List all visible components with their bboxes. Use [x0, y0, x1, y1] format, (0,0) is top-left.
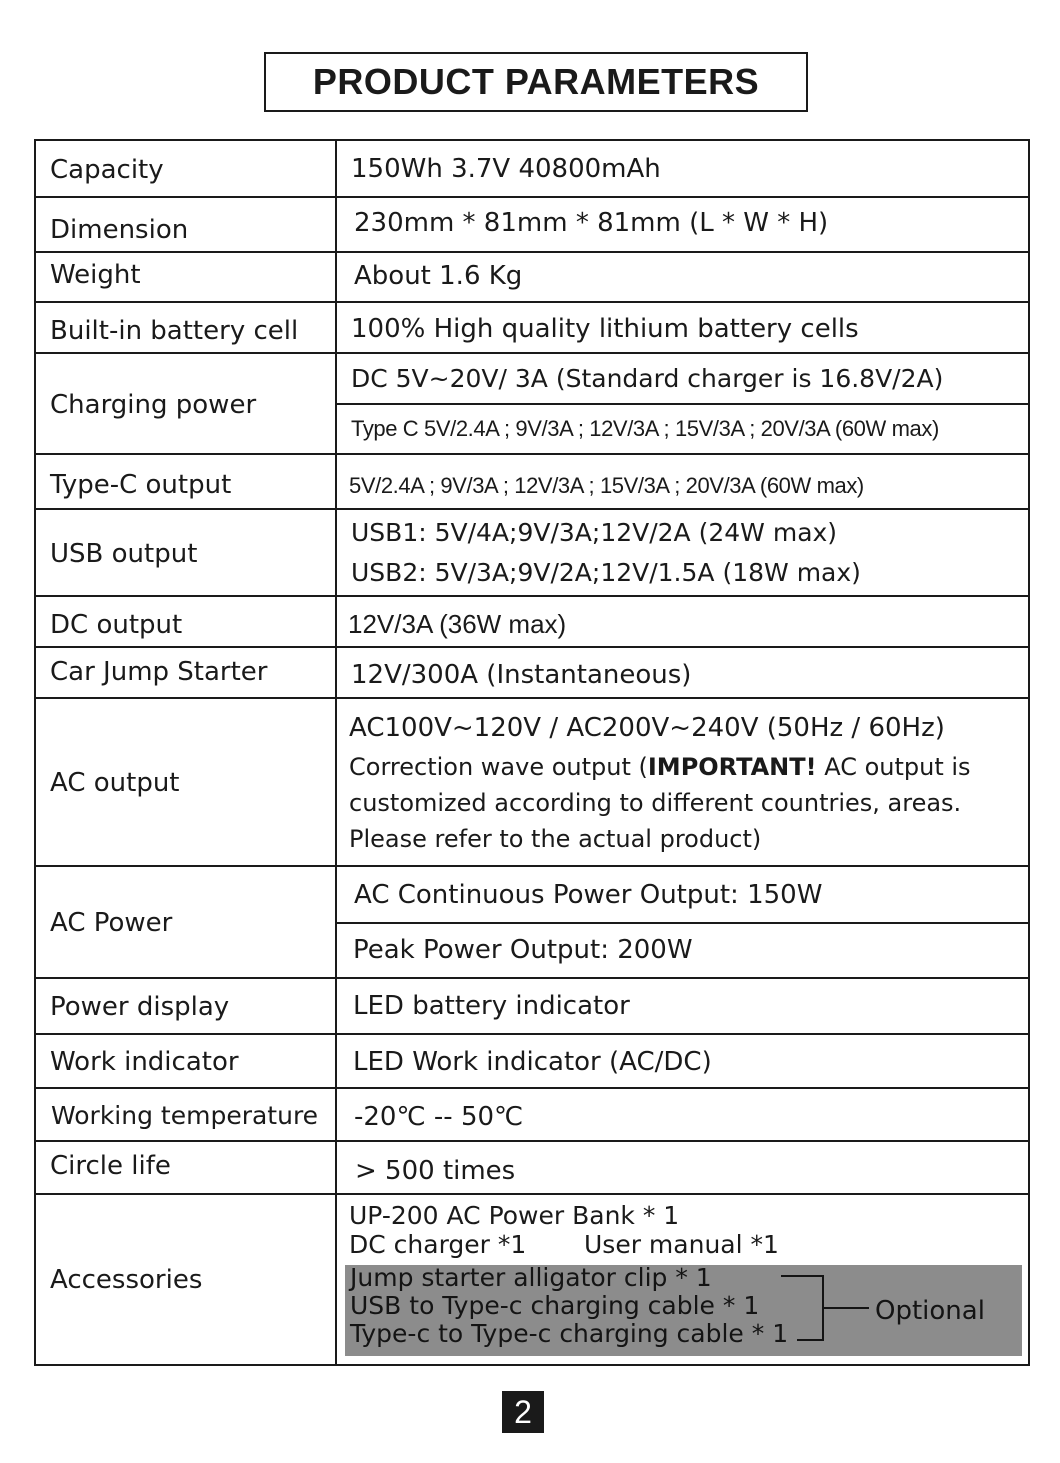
- row-label: Car Jump Starter: [36, 648, 337, 699]
- row-label: AC output: [36, 699, 337, 867]
- table-row-capacity: [36, 141, 1028, 198]
- table-row-working-temperature: [36, 1087, 1028, 1142]
- table-row-ac-output: [36, 697, 1028, 867]
- page-title: PRODUCT PARAMETERS: [312, 61, 760, 102]
- optional-item: Type-c to Type-c charging cable * 1: [350, 1319, 789, 1348]
- ac-output-range: AC100V~120V / AC200V~240V (50Hz / 60Hz): [349, 713, 945, 743]
- row-label: Power display: [36, 979, 337, 1035]
- row-value: 150Wh 3.7V 40800mAh: [351, 154, 661, 184]
- row-value: 12V/3A (36W max): [348, 609, 567, 639]
- ac-output-note: Correction wave output (IMPORTANT! AC output is: [349, 753, 971, 781]
- accessory-user-manual: User manual *1: [584, 1230, 779, 1259]
- charging-typec-value: Type C 5V/2.4A ; 9V/3A ; 12V/3A ; 15V/3A ; 20V/3A (60W max): [351, 416, 939, 441]
- table-row-work-indicator: [36, 1033, 1028, 1089]
- row-value: -20℃ -- 50℃: [354, 1102, 524, 1132]
- row-label: Type-C output: [36, 455, 337, 510]
- optional-bracket-icon: [775, 1273, 871, 1345]
- table-row-usb-output: [36, 508, 1028, 597]
- ac-continuous-value: AC Continuous Power Output: 150W: [354, 880, 823, 910]
- row-value-cell: [337, 1142, 1028, 1195]
- table-row-accessories: [36, 1193, 1028, 1364]
- sub-divider: [337, 403, 1028, 405]
- row-value-cell: [337, 1035, 1028, 1089]
- table-row-typec-output: [36, 453, 1028, 510]
- page-number: 2: [502, 1391, 544, 1433]
- table-row-dimension: [36, 196, 1028, 253]
- table-row-power-display: [36, 977, 1028, 1035]
- row-value-cell: [337, 455, 1028, 510]
- row-value: LED Work indicator (AC/DC): [353, 1047, 712, 1077]
- spec-table: [34, 139, 1030, 1366]
- table-row-charging-power: [36, 352, 1028, 455]
- row-value-cell: [337, 198, 1028, 253]
- row-value-cell: [337, 867, 1028, 979]
- row-label: Weight: [36, 253, 337, 303]
- row-value: 100% High quality lithium battery cells: [351, 314, 859, 344]
- row-value-cell: [337, 979, 1028, 1035]
- accessory-dc-charger: DC charger *1: [349, 1230, 527, 1259]
- row-value-cell: [337, 1195, 1028, 1364]
- table-row-circle-life: [36, 1140, 1028, 1195]
- ac-output-note-3: Please refer to the actual product): [349, 825, 762, 853]
- row-label: Dimension: [36, 198, 337, 253]
- row-value-cell: [337, 1089, 1028, 1142]
- row-value-cell: [337, 354, 1028, 455]
- optional-item: Jump starter alligator clip * 1: [350, 1263, 712, 1292]
- title-box: [264, 52, 808, 112]
- row-value: About 1.6 Kg: [354, 261, 523, 291]
- charging-dc-value: DC 5V~20V/ 3A (Standard charger is 16.8V/2A): [351, 364, 944, 393]
- row-value-cell: [337, 141, 1028, 198]
- usb2-value: USB2: 5V/3A;9V/2A;12V/1.5A (18W max): [351, 558, 861, 587]
- row-value: LED battery indicator: [353, 991, 630, 1021]
- row-label: DC output: [36, 597, 337, 648]
- ac-peak-value: Peak Power Output: 200W: [353, 935, 693, 965]
- row-label: Capacity: [36, 141, 337, 198]
- row-label: Work indicator: [36, 1035, 337, 1089]
- row-value-cell: [337, 597, 1028, 648]
- optional-label: Optional: [875, 1296, 985, 1326]
- row-label: Circle life: [36, 1142, 337, 1195]
- row-value: > 500 times: [355, 1156, 516, 1186]
- row-value: 5V/2.4A ; 9V/3A ; 12V/3A ; 15V/3A ; 20V/3A (60W max): [349, 473, 864, 498]
- row-label: Accessories: [36, 1195, 337, 1364]
- accessory-power-bank: UP-200 AC Power Bank * 1: [349, 1201, 680, 1230]
- row-label: AC Power: [36, 867, 337, 979]
- row-value-cell: [337, 699, 1028, 867]
- table-row-weight: [36, 251, 1028, 303]
- row-value-cell: [337, 303, 1028, 354]
- row-label: Working temperature: [36, 1089, 337, 1142]
- table-row-ac-power: [36, 865, 1028, 979]
- table-row-jump-starter: [36, 646, 1028, 699]
- row-value-cell: [337, 510, 1028, 597]
- row-label: USB output: [36, 510, 337, 597]
- ac-output-note-2: customized according to different countries, areas.: [349, 789, 962, 817]
- row-value-cell: [337, 648, 1028, 699]
- usb1-value: USB1: 5V/4A;9V/3A;12V/2A (24W max): [351, 518, 838, 547]
- row-value: 12V/300A (Instantaneous): [351, 660, 692, 690]
- row-label: Built-in battery cell: [36, 303, 337, 354]
- optional-item: USB to Type-c charging cable * 1: [350, 1291, 760, 1320]
- optional-accessories-box: [345, 1265, 1022, 1356]
- sub-divider: [337, 922, 1028, 924]
- table-row-dc-output: [36, 595, 1028, 648]
- row-value: 230mm * 81mm * 81mm (L * W * H): [354, 208, 829, 238]
- table-row-battery-cell: [36, 301, 1028, 354]
- row-value-cell: [337, 253, 1028, 303]
- row-label: Charging power: [36, 354, 337, 455]
